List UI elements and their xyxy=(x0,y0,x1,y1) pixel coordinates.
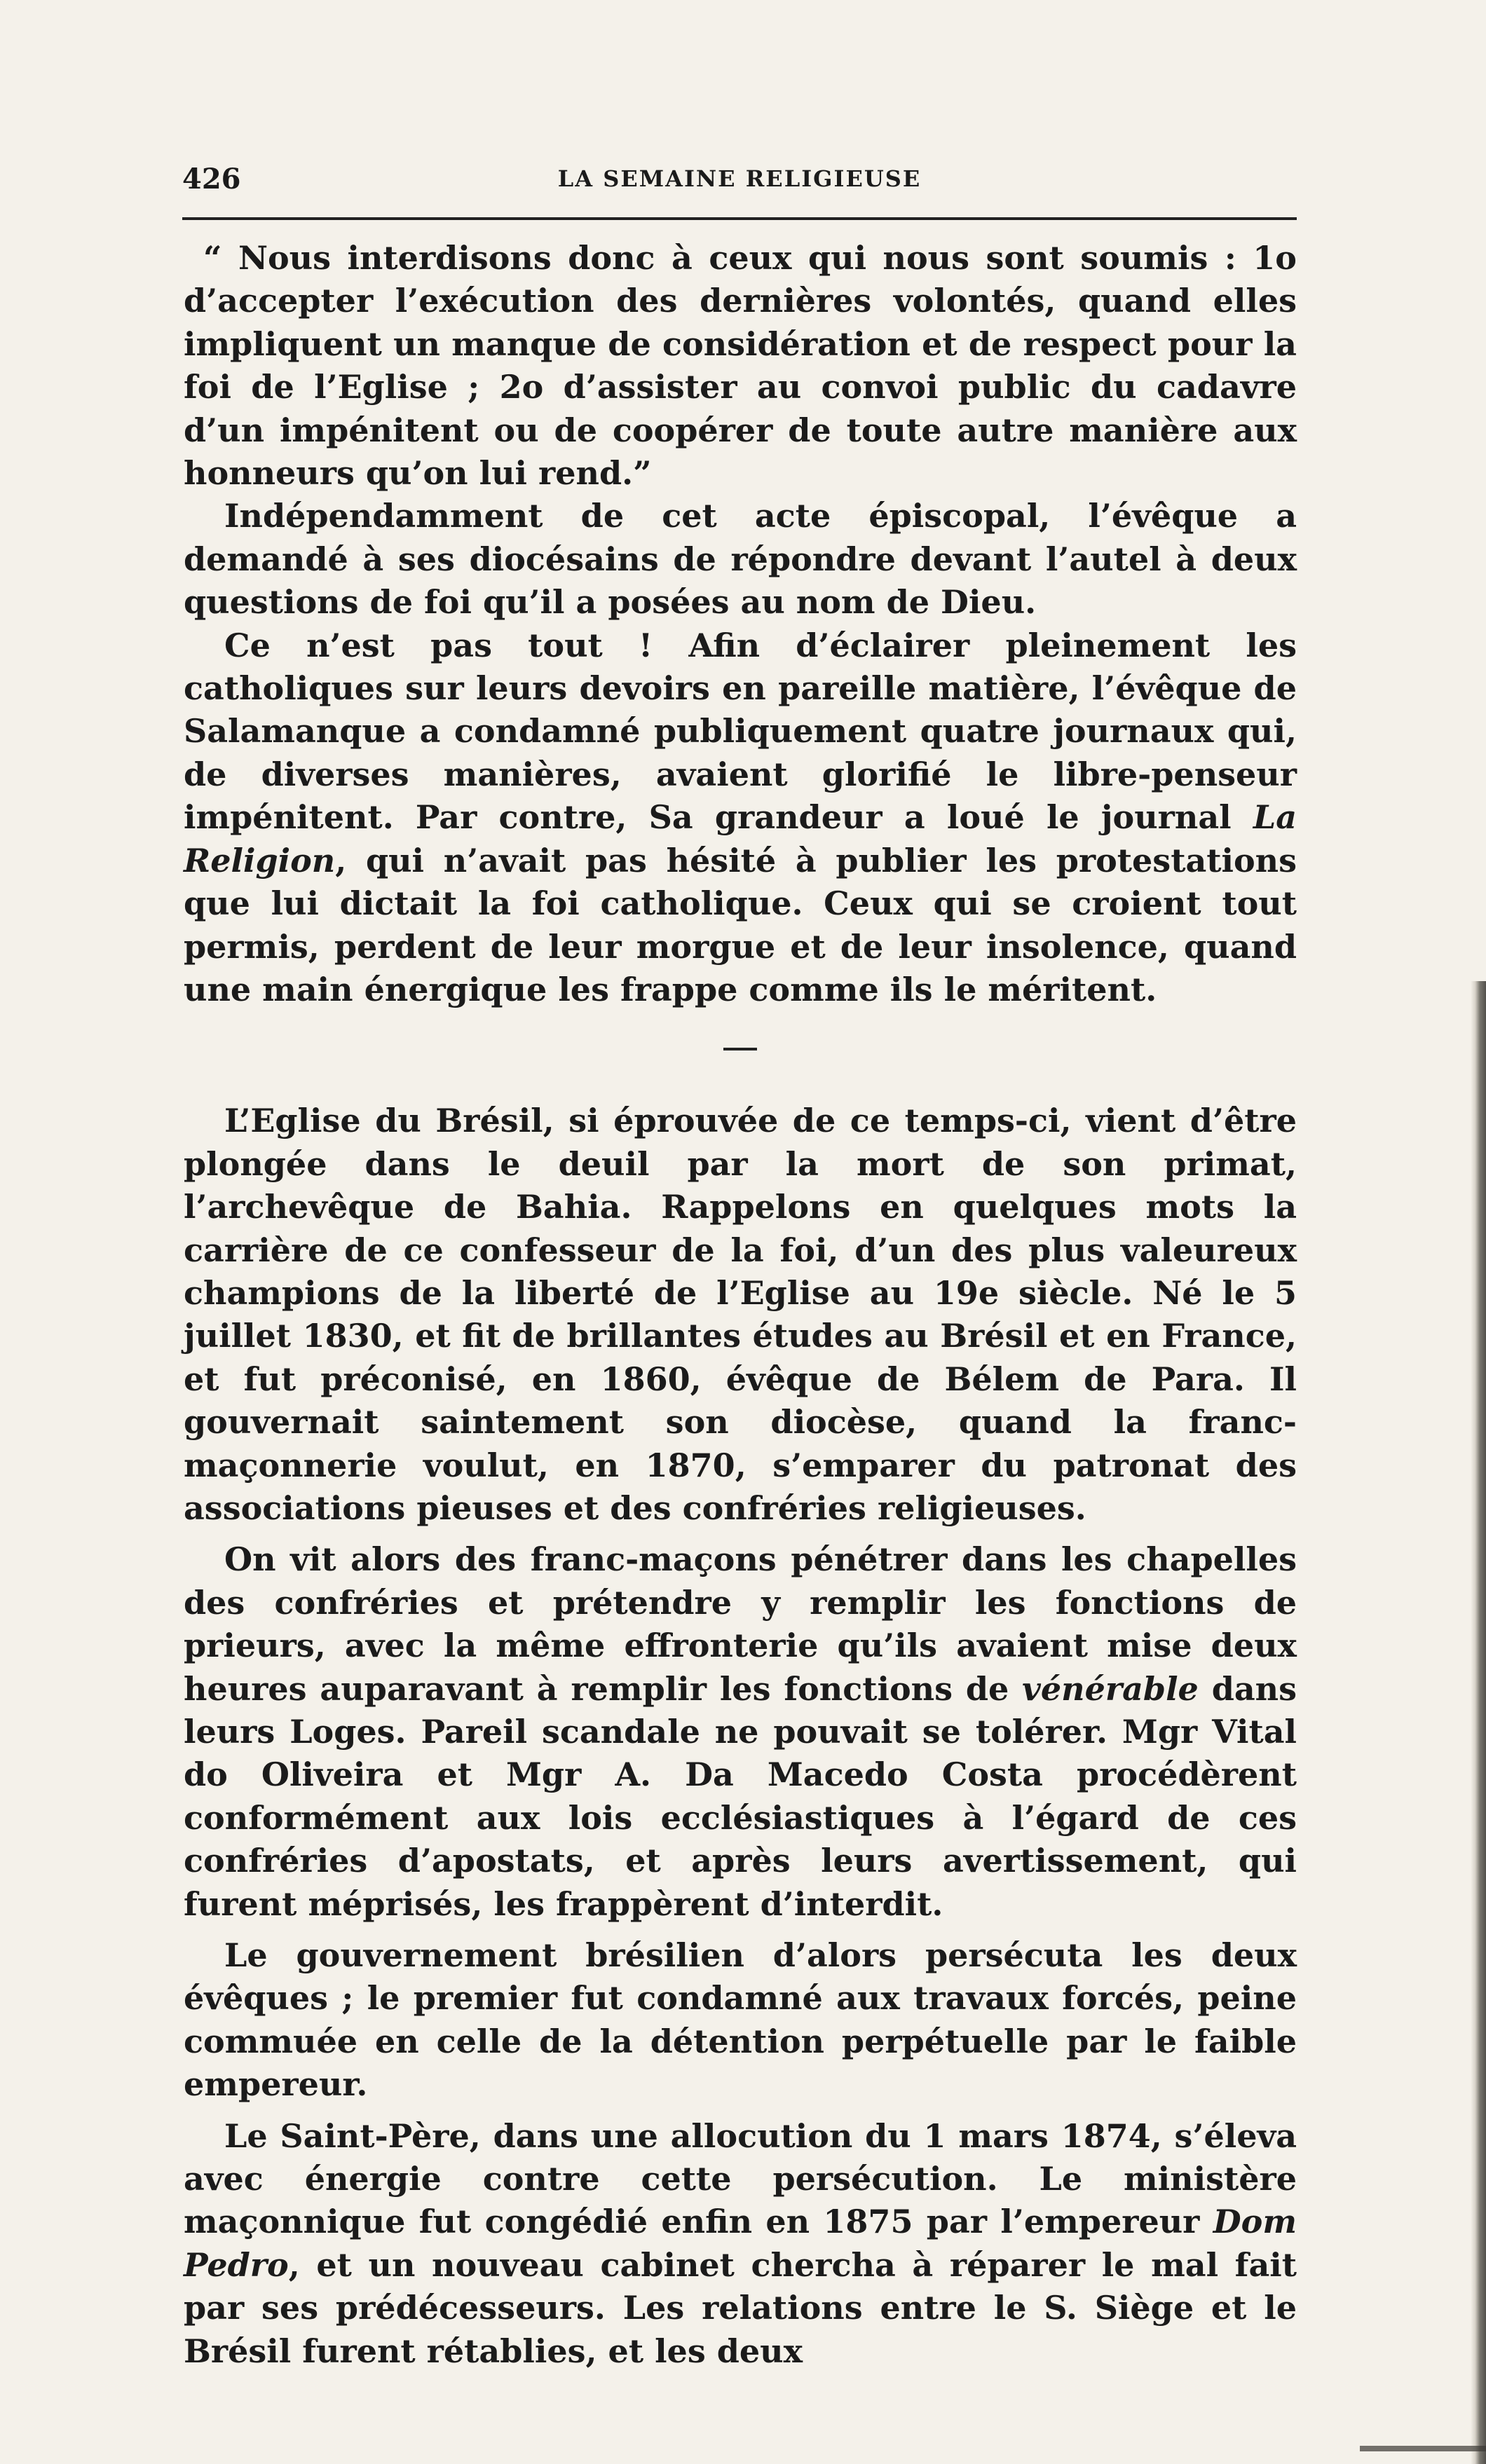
header-rule xyxy=(182,217,1297,220)
page-header xyxy=(182,163,1297,205)
text-span: On vit alors des franc-maçons pénétrer dans les chapelles des confréries et prétendre y remplir les fonctions de prieurs, avec la même effronterie qu’ils avaient mise deux heures auparavant à remplir les fonctions de xyxy=(184,1540,1297,1708)
page-number: 426 xyxy=(182,163,241,196)
running-title: LA SEMAINE RELIGIEUSE xyxy=(557,165,922,192)
italic-term: vénérable xyxy=(1022,1669,1199,1708)
paragraph-gouvernement: Le gouvernement brésilien d’alors persécuta les deux évêques ; le premier fut condamné aux travaux forcés, peine commuée en celle de la détention perpétuelle par le faible empereur. xyxy=(184,1936,1297,2104)
paragraph-quote: “ Nous interdisons donc à ceux qui nous sont soumis : 1o d’accepter l’exécution des dernières volontés, quand elles impliquent un manque de considération et de respect pour la foi de l’Eglise ; 2o d’assister au convoi public du cadavre d’un impénitent ou de coopérer de toute autre manière aux honneurs qu’on lui rend.” xyxy=(184,239,1297,493)
paragraph-saint-pere xyxy=(184,2115,1297,2373)
text-span: Le Saint-Père, dans une allocution du 1 mars 1874, s’éleva avec énergie contre cette persécution. Le ministère maçonnique fut congédié enfin en 1875 par l’empereur xyxy=(184,2116,1297,2241)
paragraph-newspapers xyxy=(184,624,1297,1012)
text-span: Ce n’est pas tout ! Afin d’éclairer pleinement les catholiques sur leurs devoirs en pareille matière, l’évêque de Salamanque a condamné publiquement quatre journaux qui, de diverses manières, avaient glorifié le libre-penseur impénitent. Par contre, Sa grandeur a loué le journal xyxy=(184,626,1297,837)
newspaper-title: La Religion xyxy=(184,798,1297,879)
section-separator xyxy=(723,1048,757,1050)
page-edge-bottom xyxy=(1360,2446,1486,2451)
text-span: dans leurs Loges. Pareil scandale ne pouvait se tolérer. Mgr Vital do Oliveira et Mgr A. Da Macedo Costa procédèrent conformément aux lois ecclésiastiques à l’égard de ces confréries d’apostats, et après leurs avertissement, qui furent méprisés, les frappèrent d’interdit. xyxy=(184,1669,1297,1923)
text-span: , qui n’avait pas hésité à publier les protestations que lui dictait la foi catholique. Ceux qui se croient tout permis, perdent de leur morgue et de leur insolence, quand une main énergique les frappe comme ils le méritent. xyxy=(184,841,1297,1008)
text-span: , et un nouveau cabinet chercha à réparer le mal fait par ses prédécesseurs. Les relations entre le S. Siège et le Brésil furent rétablies, et les deux xyxy=(184,2245,1297,2370)
emperor-name: Dom Pedro xyxy=(184,2203,1297,2284)
paragraph-bresil: L’Eglise du Brésil, si éprouvée de ce temps-ci, vient d’être plongée dans le deuil par la mort de son primat, l’archevêque de Bahia. Rappelons en quelques mots la carrière de ce confesseur de la foi, d’un des plus valeureux champions de la liberté de l’Eglise au 19e siècle. Né le 5 juillet 1830, et fit de brillantes études au Brésil et en France, et fut préconisé, en 1860, évêque de Bélem de Para. Il gouvernait saintement son diocèse, quand la franc-maçonnerie voulut, en 1870, s’emparer du patronat des associations pieuses et des confréries religieuses. xyxy=(184,1102,1297,1527)
paragraph-episcopal-act: Indépendamment de cet acte épiscopal, l’évêque a demandé à ses diocésains de répondre devant l’autel à deux questions de foi qu’il a posées au nom de Dieu. xyxy=(184,497,1297,622)
body-text xyxy=(184,237,1297,2373)
paragraph-franc-macons xyxy=(184,1538,1297,1926)
page-edge-shadow xyxy=(1471,981,1486,2464)
